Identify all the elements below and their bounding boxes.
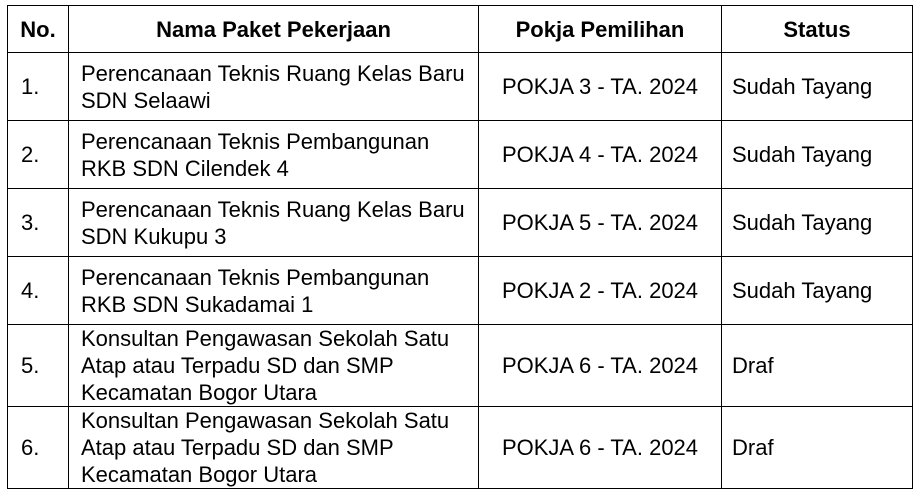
package-name: Perencanaan Teknis Ruang Kelas Baru SDN Kukupu 3 bbox=[69, 189, 479, 257]
table-row bbox=[8, 407, 913, 489]
status-cell: Sudah Tayang bbox=[722, 53, 913, 121]
pokja-cell: POKJA 2 - TA. 2024 bbox=[479, 257, 722, 325]
tender-table-container bbox=[7, 5, 913, 489]
status-cell: Sudah Tayang bbox=[722, 189, 913, 257]
table-row bbox=[8, 121, 913, 189]
table-row bbox=[8, 189, 913, 257]
row-number: 1. bbox=[8, 53, 69, 121]
package-name: Perencanaan Teknis Ruang Kelas Baru SDN Selaawi bbox=[69, 53, 479, 121]
row-number: 6. bbox=[8, 407, 69, 489]
table-row bbox=[8, 325, 913, 407]
status-cell: Draf bbox=[722, 407, 913, 489]
package-name: Konsultan Pengawasan Sekolah Satu Atap atau Terpadu SD dan SMP Kecamatan Bogor Utara bbox=[69, 325, 479, 407]
pokja-cell: POKJA 4 - TA. 2024 bbox=[479, 121, 722, 189]
pokja-cell: POKJA 6 - TA. 2024 bbox=[479, 325, 722, 407]
package-name: Perencanaan Teknis Pembangunan RKB SDN Sukadamai 1 bbox=[69, 257, 479, 325]
pokja-cell: POKJA 5 - TA. 2024 bbox=[479, 189, 722, 257]
header-no: No. bbox=[8, 6, 69, 53]
header-package-name: Nama Paket Pekerjaan bbox=[69, 6, 479, 53]
pokja-cell: POKJA 3 - TA. 2024 bbox=[479, 53, 722, 121]
header-pokja: Pokja Pemilihan bbox=[479, 6, 722, 53]
row-number: 2. bbox=[8, 121, 69, 189]
status-cell: Sudah Tayang bbox=[722, 121, 913, 189]
package-name: Perencanaan Teknis Pembangunan RKB SDN Cilendek 4 bbox=[69, 121, 479, 189]
status-cell: Sudah Tayang bbox=[722, 257, 913, 325]
row-number: 3. bbox=[8, 189, 69, 257]
table-row bbox=[8, 257, 913, 325]
row-number: 4. bbox=[8, 257, 69, 325]
pokja-cell: POKJA 6 - TA. 2024 bbox=[479, 407, 722, 489]
status-cell: Draf bbox=[722, 325, 913, 407]
package-name: Konsultan Pengawasan Sekolah Satu Atap atau Terpadu SD dan SMP Kecamatan Bogor Utara bbox=[69, 407, 479, 489]
header-status: Status bbox=[722, 6, 913, 53]
table-row bbox=[8, 53, 913, 121]
row-number: 5. bbox=[8, 325, 69, 407]
tender-table bbox=[7, 5, 913, 489]
table-header-row bbox=[8, 6, 913, 53]
